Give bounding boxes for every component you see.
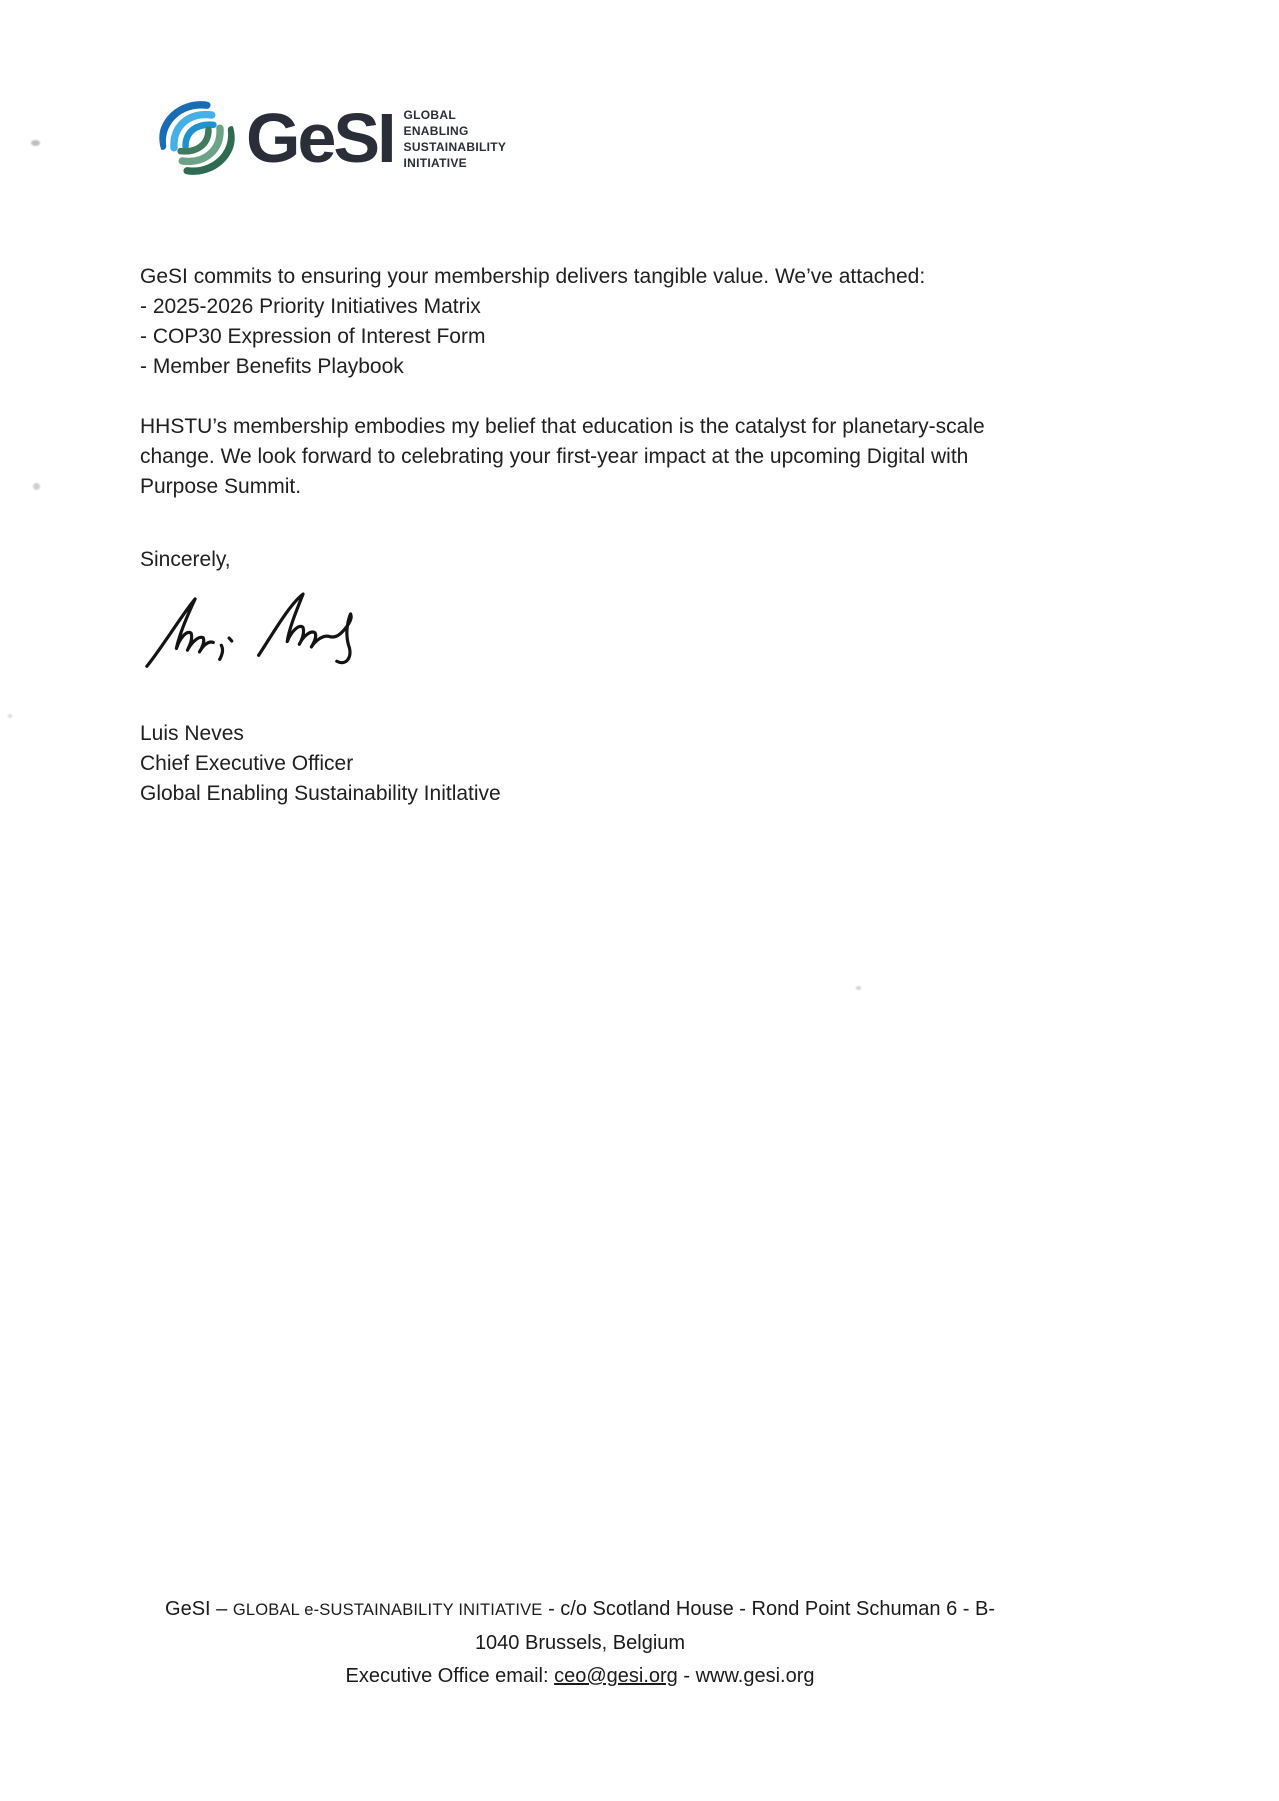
signer-organization: Global Enabling Sustainability Initlative (140, 782, 501, 805)
tagline-line: SUSTAINABILITY (403, 140, 507, 154)
attachment-item: - Member Benefits Playbook (140, 355, 404, 378)
valediction: Sincerely, (140, 548, 231, 571)
gesi-tagline (404, 105, 507, 171)
footer-contact-line (150, 1660, 1010, 1693)
footer-address-part: - c/o Scotland House - Rond Point Schuman 6 - B- (542, 1598, 995, 1620)
scan-artifact (31, 140, 40, 146)
footer-org-caps: GLOBAL e-SUSTAINABILITY INITIATIVE (232, 1601, 543, 1619)
footer-org-name: GeSI – (165, 1598, 233, 1620)
gesi-wordmark: GeSI (246, 99, 394, 177)
attachment-list (140, 292, 996, 382)
scan-artifact (8, 714, 12, 718)
letter-footer (150, 1593, 1010, 1693)
footer-website: - www.gesi.org (677, 1665, 815, 1687)
scan-artifact (33, 483, 40, 490)
attachment-item: - COP30 Expression of Interest Form (140, 325, 486, 348)
intro-paragraph: GeSI commits to ensuring your membership delivers tangible value. We’ve attached: (140, 265, 926, 288)
footer-email-link[interactable]: ceo@gesi.org (554, 1665, 678, 1687)
footer-address-line-1 (150, 1593, 1010, 1627)
signer-name: Luis Neves (140, 722, 244, 745)
closing-paragraph: HHSTU’s membership embodies my belief that education is the catalyst for planetary-scale change. We look forward to celebrating your first-year impact at the upcoming Digital with Purpose Summit. (140, 415, 985, 498)
scan-artifact (856, 986, 861, 990)
footer-address-line-2: 1040 Brussels, Belgium (474, 1632, 686, 1654)
handwritten-signature (142, 589, 400, 675)
signer-block (140, 719, 996, 809)
tagline-line: INITIATIVE (403, 156, 467, 170)
tagline-line: GLOBAL (403, 108, 456, 122)
letterhead (156, 96, 506, 180)
attachment-item: - 2025-2026 Priority Initiatives Matrix (140, 295, 481, 318)
footer-email-label: Executive Office email: (345, 1665, 555, 1687)
letter-body (140, 262, 996, 809)
tagline-line: ENABLING (403, 124, 469, 138)
signer-title: Chief Executive Officer (140, 752, 354, 775)
gesi-globe-icon (156, 97, 238, 179)
